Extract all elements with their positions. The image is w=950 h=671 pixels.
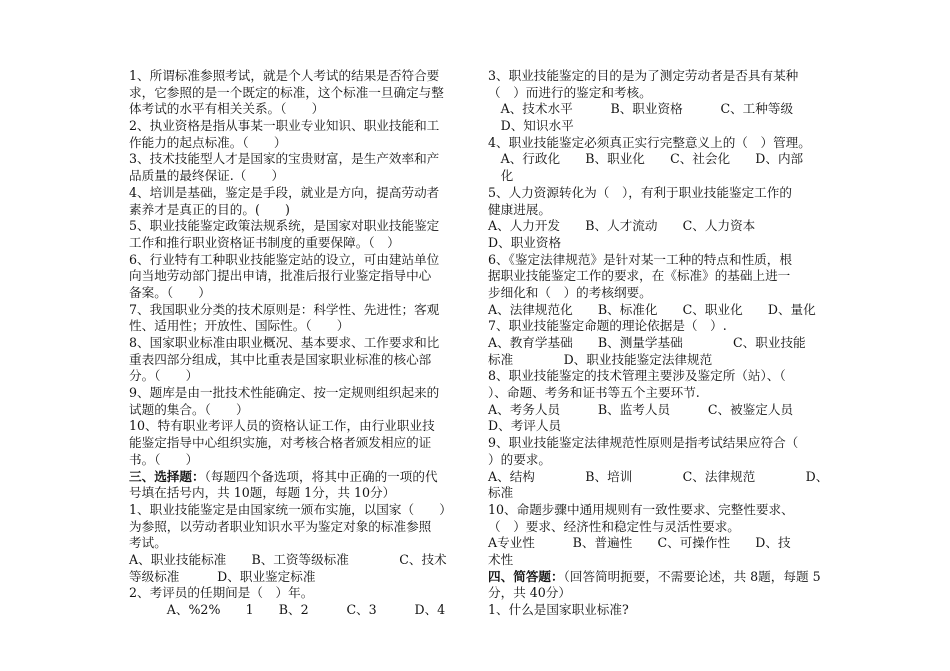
text-line [488,418,824,435]
text-line [129,502,466,519]
text-line [129,368,466,385]
left-column [129,68,466,619]
line-text: 3、职业技能鉴定的目的是为了测定劳动者是否具有某种 [488,68,799,83]
text-line [488,519,824,536]
text-line [488,335,824,352]
text-line [129,585,466,602]
line-text: A专业性 B、普遍性 C、可操作性 D、技 [488,535,791,551]
text-line [129,252,466,269]
text-line [129,335,466,352]
line-text: A、行政化 B、职业化 C、社会化 D、内部 [488,151,804,167]
line-text: 4、职业技能鉴定必须真正实行完整意义上的（ ）管理。 [488,134,811,150]
text-line [488,68,824,85]
text-line [488,585,824,602]
text-line [488,535,824,552]
text-line [488,402,824,419]
text-line [129,185,466,202]
line-text: 1、职业技能鉴定是由国家统一颁布实施，以国家（ ） [129,501,452,517]
line-text: （ ）要求、经济性和稳定性与灵活性要求。 [488,518,740,534]
section-heading: 四、简答题： [488,568,564,584]
text-line [488,218,824,235]
line-text: 等级标准 D、职业鉴定标准 [129,568,316,584]
line-text: 2、考评员的任期间是（ ）年。 [129,585,314,601]
text-line [129,285,466,302]
line-text: 4、培训是基础，鉴定是手段，就业是方向，提高劳动者 [129,184,440,200]
text-line [129,552,466,569]
text-line [129,402,466,419]
text-line [129,235,466,252]
line-text: 品质量的最终保证.（ ） [129,168,285,184]
text-line [488,151,824,168]
text-line [488,602,824,619]
text-line [488,452,824,469]
text-line [129,268,466,285]
line-text: ）的要求。 [488,451,551,467]
line-text: 1、什么是国家职业标准? [488,602,629,617]
text-line [129,485,466,502]
line-text: 为参照，以劳动者职业知识水平为鉴定对象的标准参照 [129,518,432,534]
line-text: （ ）而进行的鉴定和考核。 [488,84,652,100]
line-text: 能鉴定指导中心组织实施，对考核合格者颁发相应的证 [129,435,432,451]
line-text: 重表四部分组成，其中比重表是国家职业标准的核心部 [129,351,432,367]
line-text: 1、所谓标准参照考试，就是个人考试的结果是否符合要 [129,68,440,83]
line-text: 6、《鉴定法律规范》是针对某一工种的特点和性质，根 [488,251,792,267]
text-line [129,318,466,335]
line-text: 作能力的起点标准。（ ） [129,134,287,150]
line-text: A、职业技能标准 B、工资等级标准 C、技术 [129,551,447,567]
text-line [129,469,466,486]
text-line [129,385,466,402]
right-column [488,68,829,619]
text-line [488,385,824,402]
line-text: A、人力开发 B、人才流动 C、人力资本 [488,218,756,234]
text-line [488,285,824,302]
text-line [129,602,466,619]
line-text: 据职业技能鉴定工作的要求，在《标准》的基础上进一 [488,268,791,284]
line-text: 号填在括号内，共 10题，每题 1分，共 10分） [129,485,396,501]
text-line [129,151,466,168]
text-line [129,202,466,219]
text-line [129,85,466,102]
text-line [488,569,824,586]
text-line [129,519,466,536]
line-text: 备案。（ ） [129,284,211,300]
text-line [488,485,824,502]
line-text: 7、职业技能鉴定命题的理论依据是（ ）. [488,318,727,334]
line-text: 健康进展。 [488,201,551,217]
text-line [488,318,824,335]
text-line [488,168,824,185]
line-text: 标准 D、职业技能鉴定法律规范 [488,351,713,367]
text-line [129,68,466,85]
line-text: A、法律规范化 B、标准化 C、职业化 D、量化 [488,301,816,317]
line-text: 性、适用性；开放性、国际性。（ ） [129,318,350,334]
line-text: ）、命题、考务和证书等五个主要环节. [488,385,700,401]
line-text: A、考务人员 B、监考人员 C、被鉴定人员 [488,401,794,417]
text-line [488,302,824,319]
line-text: A、%2% 1 B、2 C、3 D、4 [129,602,446,617]
text-line [129,135,466,152]
text-line [488,85,824,102]
text-line [488,552,824,569]
text-line [129,569,466,586]
section-heading: 三、选择题： [129,468,205,484]
line-text: 标准 [488,485,514,501]
line-text: 2、执业资格是指从事某一职业专业知识、职业技能和工 [129,118,440,134]
text-line [488,468,829,486]
line-text: A、结构 B、培训 C、法律规范 D、 [488,468,829,484]
text-line [129,452,466,469]
text-line [488,185,824,202]
text-line [488,101,824,118]
line-text: 分，共 40分） [488,585,571,601]
line-text: 术性 [488,551,514,567]
line-text: 7、我国职业分类的技术原则是：科学性、先进性；客观 [129,301,440,317]
line-text: 3、技术技能型人才是国家的宝贵财富，是生产效率和产 [129,151,440,167]
line-text: 分。（ ） [129,368,199,384]
line-text: 6、行业特有工种职业技能鉴定站的设立，可由建站单位 [129,251,440,267]
line-text: 考试。 [129,535,167,551]
line-text: 9、题库是由一批技术性能确定、按一定规则组织起来的 [129,385,440,401]
line-text: 试题的集合。（ ） [129,401,249,417]
text-line [129,352,466,369]
line-text: 8、职业技能鉴定的技术管理主要涉及鉴定所（站）、（ [488,368,786,384]
text-line [129,435,466,452]
text-line [488,235,824,252]
text-line [488,368,824,385]
line-text: D、知识水平 [488,118,574,134]
text-line [488,435,824,452]
text-line [488,352,824,369]
line-text: A、教育学基础 B、测量学基础 C、职业技能 [488,335,806,350]
line-text: 5、职业技能鉴定政策法规系统，是国家对职业技能鉴定 [129,218,440,234]
line-text: 素养才是真正的目的。( ) [129,201,290,217]
text-line [488,118,824,135]
line-text: D、职业资格 [488,234,562,250]
line-text: D、考评人员 [488,418,562,434]
line-text: 8、国家职业标准由职业概况、基本要求、工作要求和比 [129,335,440,350]
line-text: 化 [488,168,514,184]
text-line [129,118,466,135]
line-text: 5、人力资源转化为（ ），有利于职业技能鉴定工作的 [488,184,792,200]
text-line [488,202,824,219]
line-text: 向当地劳动部门提出申请，批准后报行业鉴定指导中心 [129,268,432,284]
text-line [488,502,824,519]
text-line [129,535,466,552]
line-text: 步细化和（ ）的考核纲要。 [488,284,652,300]
line-text: 工作和推行职业资格证书制度的重要保障。（ ） [129,234,400,250]
text-line [129,218,466,235]
text-line [488,252,824,269]
line-text: 体考试的水平有相关关系。（ ） [129,101,325,117]
text-line [129,168,466,185]
text-line [129,418,466,435]
text-line [488,135,824,152]
line-text: 10、特有职业考评人员的资格认证工作，由行业职业技 [129,418,435,434]
line-text: （回答简明扼要，不需要论述，共 8题，每题 5 [563,568,821,584]
text-line [129,101,466,118]
line-text: A、技术水平 B、职业资格 C、工种等级 [488,101,794,117]
line-text: 9、职业技能鉴定法律规范性原则是指考试结果应符合（ [488,435,799,451]
line-text: 10、命题步骤中通用规则有一致性要求、完整性要求、 [488,501,794,517]
line-text: 书。（ ） [129,451,199,467]
text-line [129,302,466,319]
text-line [488,268,824,285]
line-text: （每题四个备选项，将其中正确的一项的代 [204,468,438,484]
line-text: 求，它参照的是一个既定的标准，这个标准一旦确定与整 [129,84,444,100]
